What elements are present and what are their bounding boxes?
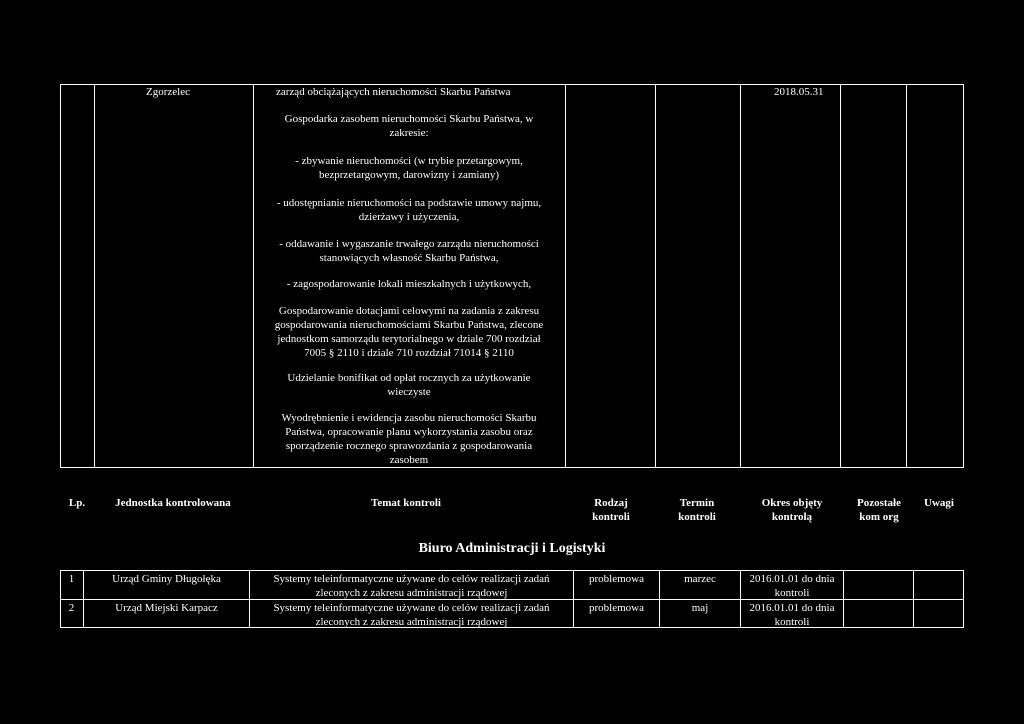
paragraph-oddawanie: - oddawanie i wygaszanie trwałego zarządu nieruchomości stanowiących własność Skarbu Państwa,	[279, 238, 539, 264]
col-header-notes: Uwagi	[924, 497, 954, 509]
upper-city: Zgorzelec	[146, 86, 190, 98]
paragraph-zagospodarowanie: - zagospodarowanie lokali mieszkalnych i użytkowych,	[286, 278, 532, 290]
paragraph-dotacje: Gospodarowanie dotacjami celowymi na zadania z zakresu gospodarowania nieruchomościami Skarbu Państwa, zlecone jednostkom samorządu terytorialnego w dziale 700 rozdział 7005 § 2110 i dziale 710 rozdział 71014 § 2110	[274, 305, 544, 359]
row1-type: problemowa	[589, 573, 644, 585]
row1-period: 2016.01.01 do dnia kontroli	[749, 573, 835, 599]
row2-topic: Systemy teleinformatyczne używane do celów realizacji zadań zleconych z zakresu administracji rządowej	[273, 602, 550, 628]
col-header-term: Termin kontroli	[678, 497, 716, 523]
row2-unit: Urząd Miejski Karpacz	[115, 602, 218, 614]
col-header-other: Pozostałe kom org	[857, 497, 901, 523]
upper-col-divider	[906, 84, 907, 468]
row1-topic: Systemy teleinformatyczne używane do celów realizacji zadań zleconych z zakresu administracji rządowej	[273, 573, 550, 599]
paragraph-ewidencja: Wyodrębnienie i ewidencja zasobu nieruchomości Skarbu Państwa, opracowanie planu wykorzystania zasobu oraz sporządzenie rocznego sprawozdania z gospodarowania zasobem	[281, 412, 537, 466]
upper-date: 2018.05.31	[774, 86, 824, 98]
upper-col-divider	[840, 84, 841, 468]
upper-col-divider	[253, 84, 254, 468]
section-title: Biuro Administracji i Logistyki	[418, 541, 606, 556]
row2-lp: 2	[68, 602, 75, 614]
upper-col-divider	[655, 84, 656, 468]
col-header-topic: Temat kontroli	[371, 497, 441, 509]
paragraph-bonifikaty: Udzielanie bonifikat od opłat rocznych za użytkowanie wieczyste	[287, 372, 531, 398]
row2-period: 2016.01.01 do dnia kontroli	[749, 602, 835, 628]
upper-col-divider	[740, 84, 741, 468]
paragraph-gospodarka: Gospodarka zasobem nieruchomości Skarbu Państwa, w zakresie:	[284, 113, 534, 139]
col-header-unit: Jednostka kontrolowana	[115, 497, 231, 509]
row2-term: maj	[691, 602, 709, 614]
upper-heading: zarząd obciążających nieruchomości Skarbu Państwa	[276, 86, 511, 98]
lower-col-divider	[913, 570, 914, 628]
lower-col-divider	[843, 570, 844, 628]
row1-unit: Urząd Gminy Długołęka	[112, 573, 221, 585]
col-header-period: Okres objęty kontrolą	[761, 497, 823, 523]
upper-col-divider	[94, 84, 95, 468]
col-header-type: Rodzaj kontroli	[592, 497, 630, 523]
row1-term: marzec	[684, 573, 716, 585]
col-header-lp: Lp.	[68, 497, 86, 509]
row1-lp: 1	[68, 573, 75, 585]
upper-col-divider	[565, 84, 566, 468]
row2-type: problemowa	[589, 602, 644, 614]
paragraph-udostepnianie: - udostępnianie nieruchomości na podstawie umowy najmu, dzierżawy i użyczenia,	[276, 197, 542, 223]
paragraph-zbywanie: - zbywanie nieruchomości (w trybie przetargowym, bezprzetargowym, darowizny i zamiany)	[295, 155, 523, 181]
